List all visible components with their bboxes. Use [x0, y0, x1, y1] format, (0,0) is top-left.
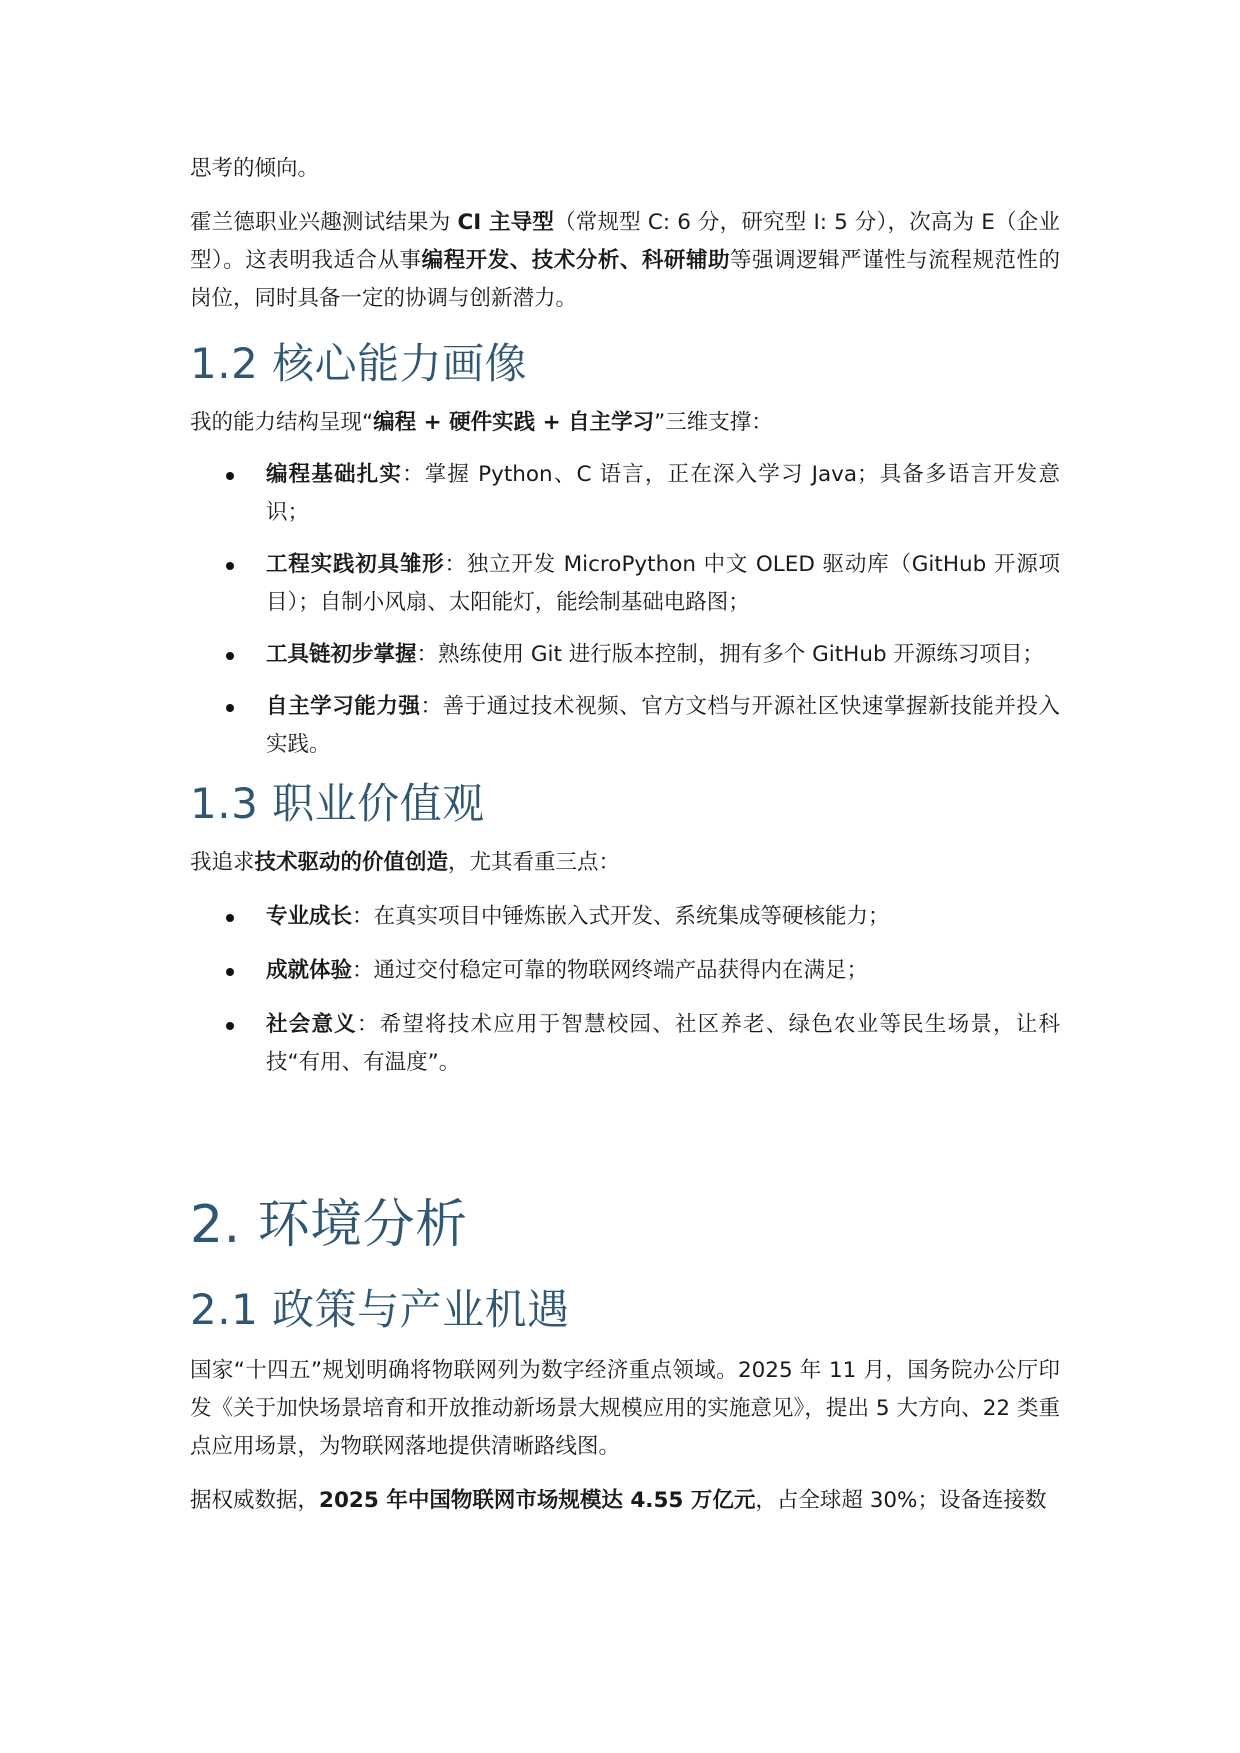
list-item-text: ：通过交付稳定可靠的物联网终端产品获得内在满足；	[352, 958, 869, 983]
paragraph-text: 霍兰德职业兴趣测试结果为	[190, 210, 458, 235]
list-item-text: ：独立开发 MicroPython 中文 OLED 驱动库（GitHub 开源项目）；自制小风扇、太阳能灯，能绘制基础电路图；	[266, 552, 1060, 615]
list-item-label: 工程实践初具雏形	[266, 552, 445, 577]
list-item-label: 自主学习能力强	[266, 694, 421, 719]
section-heading-1-3: 1.3 职业价值观	[190, 779, 485, 828]
list-item	[190, 688, 1060, 764]
paragraph-text: ”三维支撑：	[654, 410, 773, 435]
bold-text: 编程开发、技术分析、科研辅助	[421, 248, 731, 273]
section-heading-1-2: 1.2 核心能力画像	[190, 339, 528, 388]
section-heading-2-1: 2.1 政策与产业机遇	[190, 1285, 570, 1334]
list-item	[190, 898, 1060, 936]
list-item-label: 工具链初步掌握	[266, 642, 417, 667]
list-item-label: 成就体验	[266, 958, 353, 983]
paragraph-continuation	[190, 150, 1060, 188]
list-item	[190, 636, 1060, 674]
paragraph-text: ，尤其看重三点：	[448, 850, 621, 875]
list-item-text: ：希望将技术应用于智慧校园、社区养老、绿色农业等民生场景，让科技“有用、有温度”。	[266, 1012, 1060, 1075]
paragraph-text: ，占全球超 30%；设备连接数	[755, 1488, 1047, 1513]
list-item-text: ：掌握 Python、C 语言，正在深入学习 Java；具备多语言开发意识；	[266, 462, 1060, 525]
list-item-text: ：在真实项目中锤炼嵌入式开发、系统集成等硬核能力；	[352, 904, 890, 929]
values-bullet-list	[190, 898, 1060, 1082]
paragraph-text: 我追求	[190, 850, 255, 875]
list-item	[190, 546, 1060, 622]
ability-intro-paragraph	[190, 404, 1060, 442]
bold-text: 技术驱动的价值创造	[254, 850, 449, 875]
page-content	[190, 150, 1060, 1520]
ability-bullet-list	[190, 456, 1060, 764]
paragraph-text: 思考的倾向。	[190, 156, 320, 181]
list-item-text: ：善于通过技术视频、官方文档与开源社区快速掌握新技能并投入实践。	[266, 694, 1060, 757]
list-item-text: ：熟练使用 Git 进行版本控制，拥有多个 GitHub 开源练习项目；	[416, 642, 1044, 667]
holland-test-paragraph	[190, 204, 1060, 318]
paragraph-text: 等强调逻辑严谨性与流程规范性的岗位，同时具备一定的协调与创新潜力。	[190, 248, 1060, 311]
bold-text: CI 主导型	[457, 210, 555, 235]
list-item	[190, 1006, 1060, 1082]
bullet-icon	[226, 1022, 234, 1030]
values-intro-paragraph	[190, 844, 1060, 882]
bullet-icon	[226, 704, 234, 712]
list-item-label: 专业成长	[266, 904, 353, 929]
bullet-icon	[226, 968, 234, 976]
paragraph-text: 我的能力结构呈现“	[190, 410, 374, 435]
bold-text: 编程 + 硬件实践 + 自主学习	[373, 410, 655, 435]
bold-text: 2025 年中国物联网市场规模达 4.55 万亿元	[319, 1488, 756, 1513]
list-item	[190, 952, 1060, 990]
bullet-icon	[226, 914, 234, 922]
list-item-label: 编程基础扎实	[266, 462, 403, 487]
paragraph-text: （常规型 C: 6 分，研究型 I: 5 分），次高为 E（企业型）。这表明我适合从事	[190, 210, 1061, 273]
list-item	[190, 456, 1060, 532]
bullet-icon	[226, 562, 234, 570]
policy-paragraph: 国家“十四五”规划明确将物联网列为数字经济重点领域。2025 年 11 月，国务院办公厅印发《关于加快场景培育和开放推动新场景大规模应用的实施意见》，提出 5 大方向、22 类重点应用场景，为物联网落地提供清晰路线图。	[190, 1358, 1060, 1459]
list-item-label: 社会意义	[266, 1012, 357, 1037]
chapter-heading-2: 2. 环境分析	[190, 1195, 468, 1255]
bullet-icon	[226, 652, 234, 660]
paragraph-text: 据权威数据，	[190, 1488, 320, 1513]
bullet-icon	[226, 472, 234, 480]
market-data-paragraph	[190, 1482, 1060, 1520]
